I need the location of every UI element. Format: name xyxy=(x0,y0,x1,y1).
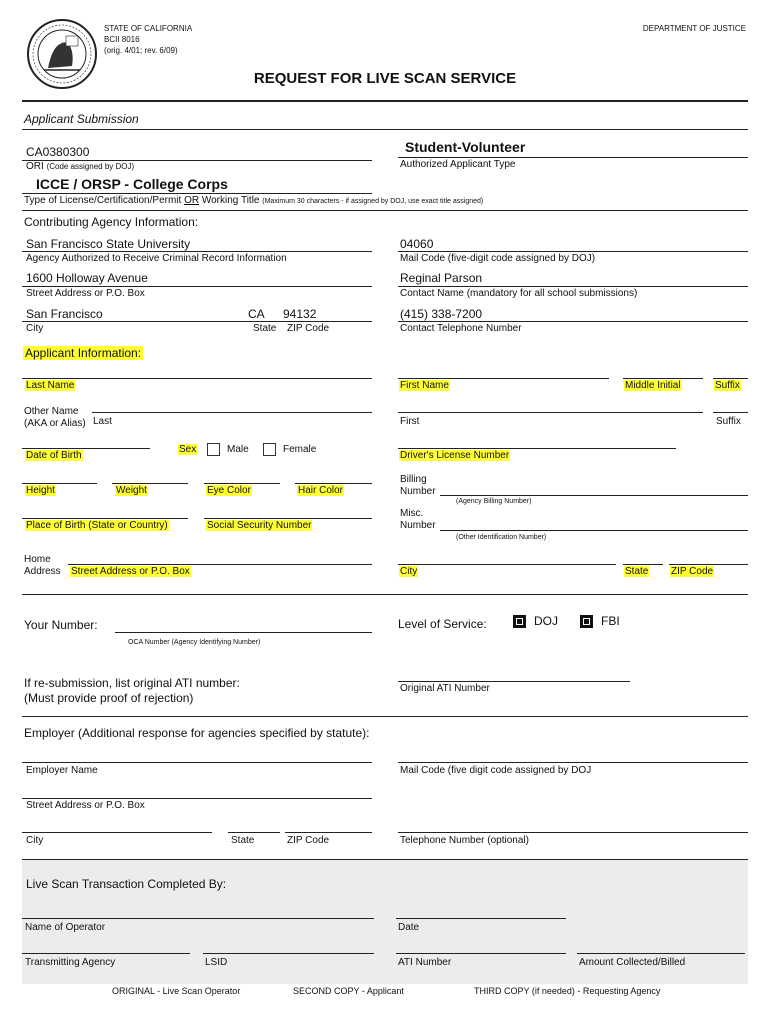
section-applicant-submission: Applicant Submission xyxy=(24,112,139,126)
last-name-field[interactable]: Last Name xyxy=(26,380,75,391)
hair-color-field[interactable]: Hair Color xyxy=(298,485,344,496)
billing-label-2: Number xyxy=(400,486,436,497)
female-label: Female xyxy=(283,444,317,455)
transmitting-agency-field[interactable]: Transmitting Agency xyxy=(25,957,116,968)
zip-value[interactable]: 94132 xyxy=(283,307,317,321)
mail-code-value[interactable]: 04060 xyxy=(400,237,434,251)
middle-initial-field[interactable]: Middle Initial xyxy=(625,380,681,391)
your-number-label: Your Number: xyxy=(24,618,98,632)
ati-number-field[interactable]: ATI Number xyxy=(398,957,452,968)
date-field[interactable]: Date xyxy=(398,922,420,933)
place-of-birth-field[interactable]: Place of Birth (State or Country) xyxy=(26,520,168,531)
contact-name-value[interactable]: Reginal Parson xyxy=(400,271,483,285)
aka-last-field[interactable]: Last xyxy=(93,416,112,427)
misc-label-2: Number xyxy=(400,520,436,531)
department-name: DEPARTMENT OF JUSTICE xyxy=(642,24,746,33)
zip-label: ZIP Code xyxy=(287,323,330,334)
copy-second: SECOND COPY - Applicant xyxy=(293,986,404,996)
applicant-info-heading: Applicant Information: xyxy=(25,346,142,360)
billing-note: (Agency Billing Number) xyxy=(456,498,532,505)
copy-original: ORIGINAL - Live Scan Operator xyxy=(112,986,241,996)
level-of-service-label: Level of Service: xyxy=(398,617,487,631)
home-label-1: Home xyxy=(24,554,51,565)
applicant-type-label: Authorized Applicant Type xyxy=(400,159,516,170)
other-name-label: Other Name xyxy=(24,406,79,417)
home-label-2: Address xyxy=(24,566,61,577)
drivers-license-field[interactable]: Driver's License Number xyxy=(400,450,510,461)
mail-code-label: Mail Code (five-digit code assigned by DOJ) xyxy=(400,253,596,264)
contact-phone-label: Contact Telephone Number xyxy=(400,323,522,334)
city-value[interactable]: San Francisco xyxy=(26,307,103,321)
home-street-field[interactable]: Street Address or P.O. Box xyxy=(71,566,190,577)
ssn-field[interactable]: Social Security Number xyxy=(207,520,312,531)
form-revision: (orig. 4/01; rev. 6/09) xyxy=(104,46,178,55)
employer-zip-field[interactable]: ZIP Code xyxy=(287,835,330,846)
contact-phone-value[interactable]: (415) 338-7200 xyxy=(400,307,483,321)
resubmission-label-2: (Must provide proof of rejection) xyxy=(24,691,194,705)
aka-first-field[interactable]: First xyxy=(400,416,420,427)
state-value[interactable]: CA xyxy=(248,307,265,321)
male-label: Male xyxy=(227,444,249,455)
form-code: BCII 8016 xyxy=(104,35,140,44)
misc-label-1: Misc. xyxy=(400,508,424,519)
employer-mail-code-field[interactable]: Mail Code (five digit code assigned by DOJ xyxy=(400,765,592,776)
fbi-label: FBI xyxy=(601,614,620,628)
billing-label-1: Billing xyxy=(400,474,427,485)
live-scan-heading: Live Scan Transaction Completed By: xyxy=(26,877,227,891)
first-name-field[interactable]: First Name xyxy=(400,380,449,391)
applicant-type-value[interactable]: Student-Volunteer xyxy=(405,139,526,155)
ori-value[interactable]: CA0380300 xyxy=(26,145,90,159)
suffix-field[interactable]: Suffix xyxy=(715,380,740,391)
employer-name-field[interactable]: Employer Name xyxy=(26,765,98,776)
doj-label: DOJ xyxy=(534,614,558,628)
state-name: STATE OF CALIFORNIA xyxy=(104,24,193,33)
license-title-label: Type of License/Certification/Permit OR Working Title (Maximum 30 characters - if assigned by DOJ, use exact title assigned) xyxy=(24,195,484,206)
doj-checkbox[interactable] xyxy=(513,615,526,628)
street-label: Street Address or P.O. Box xyxy=(26,288,145,299)
employer-city-field[interactable]: City xyxy=(26,835,44,846)
employer-heading: Employer (Additional response for agencies specified by statute): xyxy=(24,726,370,740)
dob-field[interactable]: Date of Birth xyxy=(26,450,82,461)
city-label: City xyxy=(26,323,44,334)
eye-color-field[interactable]: Eye Color xyxy=(207,485,251,496)
resubmission-label-1: If re-submission, list original ATI number: xyxy=(24,676,240,690)
ori-label: ORI (Code assigned by DOJ) xyxy=(26,161,135,172)
male-checkbox[interactable] xyxy=(207,443,220,456)
license-title-value[interactable]: ICCE / ORSP - College Corps xyxy=(36,176,228,192)
agency-name-value[interactable]: San Francisco State University xyxy=(26,237,191,251)
employer-street-field[interactable]: Street Address or P.O. Box xyxy=(26,800,145,811)
home-zip-field[interactable]: ZIP Code xyxy=(671,566,714,577)
sex-label: Sex xyxy=(179,444,197,455)
state-label: State xyxy=(253,323,277,334)
copy-third: THIRD COPY (if needed) - Requesting Agency xyxy=(474,986,661,996)
weight-field[interactable]: Weight xyxy=(116,485,147,496)
page-title: REQUEST FOR LIVE SCAN SERVICE xyxy=(253,70,517,87)
contact-name-label: Contact Name (mandatory for all school submissions) xyxy=(400,288,638,299)
oca-note: OCA Number (Agency Identifying Number) xyxy=(128,639,261,646)
aka-label: (AKA or Alias) xyxy=(24,418,86,429)
fbi-checkbox[interactable] xyxy=(580,615,593,628)
female-checkbox[interactable] xyxy=(263,443,276,456)
operator-name-field[interactable]: Name of Operator xyxy=(25,922,106,933)
home-state-field[interactable]: State xyxy=(625,566,649,577)
home-city-field[interactable]: City xyxy=(400,566,418,577)
original-ati-field[interactable]: Original ATI Number xyxy=(400,683,490,694)
height-field[interactable]: Height xyxy=(26,485,55,496)
aka-suffix-field[interactable]: Suffix xyxy=(716,416,741,427)
amount-field[interactable]: Amount Collected/Billed xyxy=(579,957,686,968)
agency-name-label: Agency Authorized to Receive Criminal Record Information xyxy=(26,253,287,264)
contributing-agency-heading: Contributing Agency Information: xyxy=(24,215,199,229)
lsid-field[interactable]: LSID xyxy=(205,957,228,968)
street-value[interactable]: 1600 Holloway Avenue xyxy=(26,271,148,285)
misc-note: (Other Identification Number) xyxy=(456,534,547,541)
employer-state-field[interactable]: State xyxy=(231,835,255,846)
employer-phone-field[interactable]: Telephone Number (optional) xyxy=(400,835,529,846)
